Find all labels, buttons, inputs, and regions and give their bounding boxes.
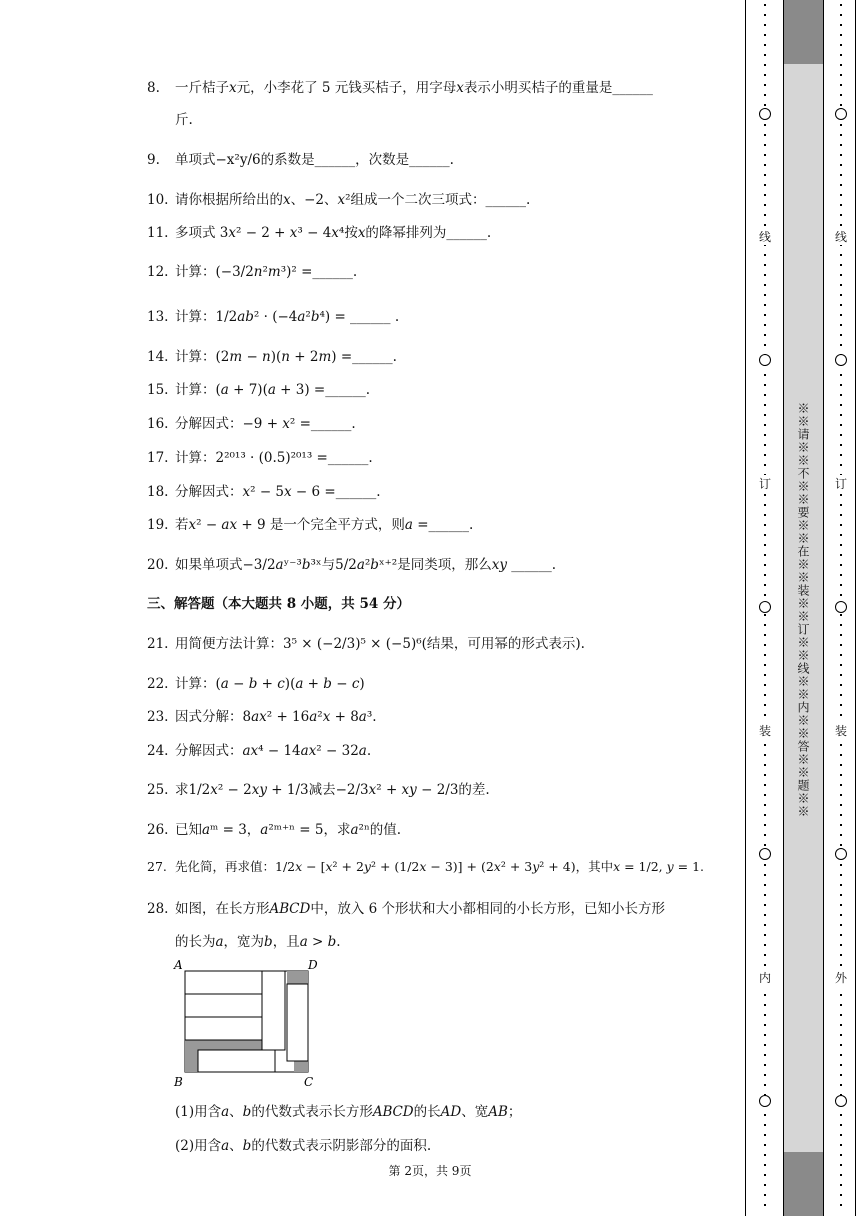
- question-11: 11. 多项式 3𝑥² − 2 + 𝑥³ − 4𝑥⁴按𝑥的降幂排列为______.: [147, 225, 492, 241]
- small-rectangle: [185, 971, 262, 994]
- question-26: 26. 已知𝑎ᵐ = 3，𝑎²ᵐ⁺ⁿ = 5，求𝑎²ⁿ的值.: [147, 822, 402, 838]
- binding-hole-icon: [759, 354, 771, 366]
- question-10: 10. 请你根据所给出的𝑥、−2、𝑥²组成一个二次三项式：______.: [147, 192, 531, 208]
- outer-mark-order: 订: [830, 475, 852, 492]
- label-C: C: [304, 1075, 314, 1089]
- binding-hole-icon: [759, 601, 771, 613]
- small-rectangle: [287, 984, 308, 1061]
- inner-mark-line: 线: [754, 228, 776, 245]
- shaded-region: [287, 971, 308, 984]
- binding-hole-icon: [759, 1095, 771, 1107]
- binding-hole-icon: [759, 848, 771, 860]
- shaded-region: [294, 1061, 308, 1072]
- band-bottom-block: [783, 1152, 823, 1216]
- label-B: B: [174, 1075, 183, 1089]
- binding-hole-icon: [835, 108, 847, 120]
- section-3-heading: 三、解答题（本大题共 8 小题，共 54 分）: [147, 596, 410, 612]
- question-16: 16. 分解因式：−9 + 𝑥² =______.: [147, 416, 356, 432]
- question-12: 12. 计算：(−3/2𝑛²𝑚³)² =______.: [147, 264, 358, 280]
- outer-mark-bind: 装: [830, 722, 852, 739]
- question-13: 13. 计算：1/2𝑎𝑏² · (−4𝑎²𝑏⁴) = ______ .: [147, 309, 400, 325]
- question-28: 28. 如图，在长方形𝐴𝐵𝐶𝐷中，放入 6 个形状和大小都相同的小长方形，已知小长方形: [147, 901, 665, 917]
- question-9: 9. 单项式−x²y/6的系数是______，次数是______.: [147, 152, 454, 168]
- small-rectangle: [185, 1017, 262, 1040]
- binding-line: [745, 0, 746, 1216]
- outer-mark-line: 线: [830, 228, 852, 245]
- inner-mark-bind: 装: [754, 722, 776, 739]
- binding-line: [823, 0, 824, 1216]
- binding-hole-icon: [835, 601, 847, 613]
- binding-warning-text: ※※请※※不※※要※※在※※装※※订※※线※※内※※答※※题※※: [796, 402, 810, 818]
- question-24: 24. 分解因式：𝑎𝑥⁴ − 14𝑎𝑥² − 32𝑎.: [147, 743, 372, 759]
- question-28-continuation: 的长为𝑎，宽为𝑏，且𝑎 > 𝑏.: [175, 934, 341, 950]
- binding-hole-icon: [759, 108, 771, 120]
- outer-mark-outside: 外: [830, 969, 852, 986]
- question-27: 27. 先化简，再求值：1/2𝑥 − [𝑥² + 2𝑦² + (1/2𝑥 − 3)] + (2𝑥² + 3𝑦² + 4)，其中𝑥 = 1/2, 𝑦 = 1.: [147, 859, 705, 874]
- binding-hole-icon: [835, 1095, 847, 1107]
- binding-hole-icon: [835, 354, 847, 366]
- question-23: 23. 因式分解：8𝑎𝑥² + 16𝑎²𝑥 + 8𝑎³.: [147, 709, 377, 725]
- sub-question-2: (2)用含𝑎、𝑏的代数式表示阴影部分的面积.: [175, 1138, 432, 1154]
- page-footer: 第 2页，共 9页: [388, 1164, 472, 1178]
- binding-line: [855, 0, 856, 1216]
- label-A: A: [174, 958, 183, 972]
- small-rectangle: [185, 994, 262, 1017]
- question-22: 22. 计算：(𝑎 − 𝑏 + 𝑐)(𝑎 + 𝑏 − 𝑐): [147, 676, 365, 692]
- small-rectangle: [262, 971, 285, 1050]
- question-17: 17. 计算：2²⁰¹³ · (0.5)²⁰¹³ =______.: [147, 450, 373, 466]
- band-top-block: [783, 0, 823, 64]
- question-14: 14. 计算：(2𝑚 − 𝑛)(𝑛 + 2𝑚) =______.: [147, 349, 397, 365]
- rectangle-figure: [170, 955, 330, 1090]
- label-D: D: [308, 958, 318, 972]
- small-rectangle: [198, 1050, 275, 1072]
- question-25: 25. 求1/2𝑥² − 2𝑥𝑦 + 1/3减去−2/3𝑥² + 𝑥𝑦 − 2/3的差.: [147, 782, 490, 798]
- question-18: 18. 分解因式：𝑥² − 5𝑥 − 6 =______.: [147, 484, 381, 500]
- inner-mark-inside: 内: [754, 969, 776, 986]
- question-19: 19. 若𝑥² − 𝑎𝑥 + 9 是一个完全平方式，则𝑎 =______.: [147, 517, 474, 533]
- question-8: 8. 一斤桔子𝑥元，小李花了 5 元钱买桔子，用字母𝑥表示小明买桔子的重量是______: [147, 80, 653, 96]
- inner-mark-order: 订: [754, 475, 776, 492]
- question-20: 20. 如果单项式−3/2𝑎ʸ⁻³𝑏³ˣ与5/2𝑎²𝑏ˣ⁺²是同类项，那么𝑥𝑦 ______.: [147, 557, 557, 573]
- sub-question-1: (1)用含𝑎、𝑏的代数式表示长方形𝐴𝐵𝐶𝐷的长𝐴𝐷、宽𝐴𝐵；: [175, 1104, 522, 1120]
- question-21: 21. 用简便方法计算：3⁵ × (−2/3)⁵ × (−5)⁶(结果，可用幂的形式表示).: [147, 636, 585, 652]
- question-8-continuation: 斤.: [175, 112, 193, 128]
- question-15: 15. 计算：(𝑎 + 7)(𝑎 + 3) =______.: [147, 382, 371, 398]
- binding-hole-icon: [835, 848, 847, 860]
